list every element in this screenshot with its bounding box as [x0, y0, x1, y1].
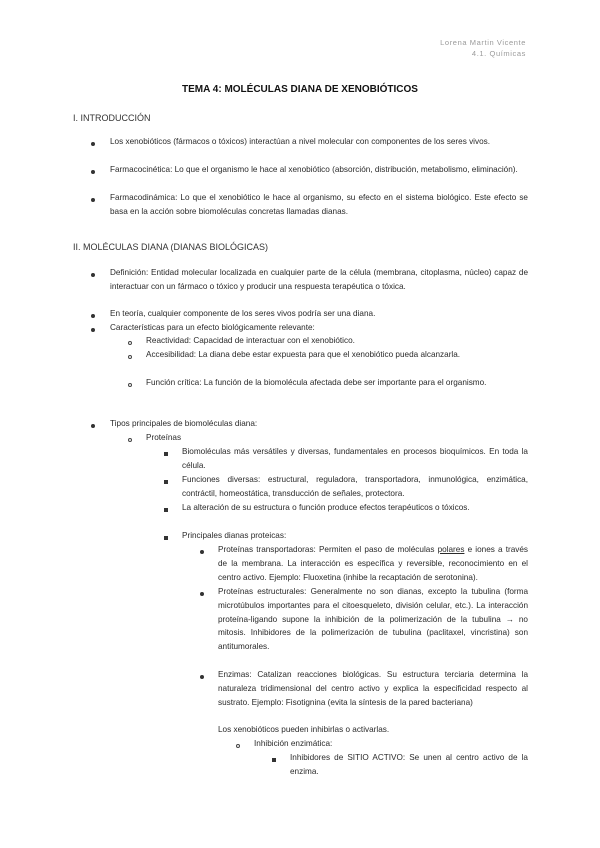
intro-bullet-3: Farmacodinámica: Lo que el xenobiótico le hace al organismo, su efecto en el sistema biológico. Este efecto se basa en la acción sobre biomoléculas concretas llamadas dianas.: [110, 193, 528, 216]
section-heading-intro: I. INTRODUCCIÓN: [73, 113, 151, 123]
bullet-dot: [200, 675, 204, 679]
author-name: Lorena Martin Vicente: [440, 38, 526, 47]
intro-bullet-1: Los xenobióticos (fármacos o tóxicos) interactúan a nivel molecular con componentes de los seres vivos.: [110, 137, 490, 146]
course-group: 4.1. Químicas: [471, 49, 526, 58]
structural-proteins: Proteínas estructurales: Generalmente no son dianas, excepto la tubulina (forma microtúbulos importantes para el citoesqueleto, división celular, etc.). La interacción proteína-ligando supone la inhibición de la polimerización de la tubulina → no mitosis. Inhibidores de la polimerización de tubulina (paclitaxel, vincristina) son antitumorales.: [218, 587, 528, 652]
characteristic-accessibility: Accesibilidad: La diana debe estar expuesta para que el xenobiótico pueda alcanzarla.: [146, 350, 461, 359]
sub-sub-bullet-square: [164, 508, 168, 512]
characteristic-reactivity: Reactividad: Capacidad de interactuar con el xenobiótico.: [146, 336, 355, 345]
sub-sub-bullet-square: [164, 480, 168, 484]
protein-point-main-targets: Principales dianas proteicas:: [182, 531, 287, 540]
bullet-dot: [200, 592, 204, 596]
theory-bullet: En teoría, cualquier componente de los seres vivos podría ser una diana.: [110, 309, 376, 318]
section-heading-dianas: II. MOLÉCULAS DIANA (DIANAS BIOLÓGICAS): [73, 242, 269, 252]
bullet-dot: [91, 170, 95, 174]
bullet-dot: [91, 328, 95, 332]
types-label: Tipos principales de biomoléculas diana:: [110, 419, 258, 428]
enzymes: Enzimas: Catalizan reacciones biológicas. Su estructura terciaria determina la naturaleza tridimensional del centro activo y explica la especificidad respecto al sustrato. Ejemplo: Fisotignina (evita la síntesis de la pared bacteriana): [218, 670, 528, 707]
page-title: TEMA 4: MOLÉCULAS DIANA DE XENOBIÓTICOS: [182, 84, 418, 95]
intro-bullet-2: Farmacocinética: Lo que el organismo le hace al xenobiótico (absorción, distribución, metabolismo, eliminación).: [110, 165, 518, 174]
protein-point-versatile: Biomoléculas más versátiles y diversas, fundamentales en procesos bioquímicos. En toda la célula.: [182, 447, 528, 470]
sub-sub-bullet-square: [164, 536, 168, 540]
bullet-dot: [91, 424, 95, 428]
sub-sub-bullet-square: [272, 758, 276, 762]
definition-bullet: Definición: Entidad molecular localizada en cualquier parte de la célula (membrana, citoplasma, núcleo) capaz de interactuar con un fármaco o tóxico y producir una respuesta terapéutica o tóxica.: [110, 268, 528, 291]
sub-bullet-circle: [128, 341, 132, 345]
sub-sub-bullet-square: [164, 452, 168, 456]
transport-proteins: Proteínas transportadoras: Permiten el paso de moléculas polares e iones a través de la membrana. La interacción es específica y reversible, reconocimiento en el centro activo. Ejemplo: Fluoxetina (inhibe la recaptación de serotonina).: [218, 545, 528, 582]
protein-point-functions: Funciones diversas: estructural, reguladora, transportadora, inmunológica, enzimática, contráctil, homeostática, transducción de señales, protectora.: [182, 475, 528, 498]
bullet-dot: [91, 198, 95, 202]
enzymes-note: Los xenobióticos pueden inhibirlas o activarlas.: [218, 725, 390, 734]
bullet-dot: [200, 550, 204, 554]
page-header: [440, 37, 526, 59]
bullet-dot: [91, 273, 95, 277]
characteristics-bullet: Características para un efecto biológicamente relevante:: [110, 323, 315, 332]
protein-point-alteration: La alteración de su estructura o función produce efectos terapéuticos o tóxicos.: [182, 503, 470, 512]
characteristic-critical-function: Función crítica: La función de la biomolécula afectada debe ser importante para el organismo.: [146, 378, 487, 387]
sub-bullet-circle: [128, 438, 132, 442]
bullet-dot: [91, 142, 95, 146]
sub-bullet-circle: [128, 355, 132, 359]
proteins-label: Proteínas: [146, 433, 182, 442]
active-site-inhibitors: Inhibidores de SITIO ACTIVO: Se unen al centro activo de la enzima.: [290, 753, 528, 776]
sub-bullet-circle: [236, 744, 240, 748]
inhibition-label: Inhibición enzimática:: [254, 739, 333, 748]
sub-bullet-circle: [128, 383, 132, 387]
bullet-dot: [91, 314, 95, 318]
